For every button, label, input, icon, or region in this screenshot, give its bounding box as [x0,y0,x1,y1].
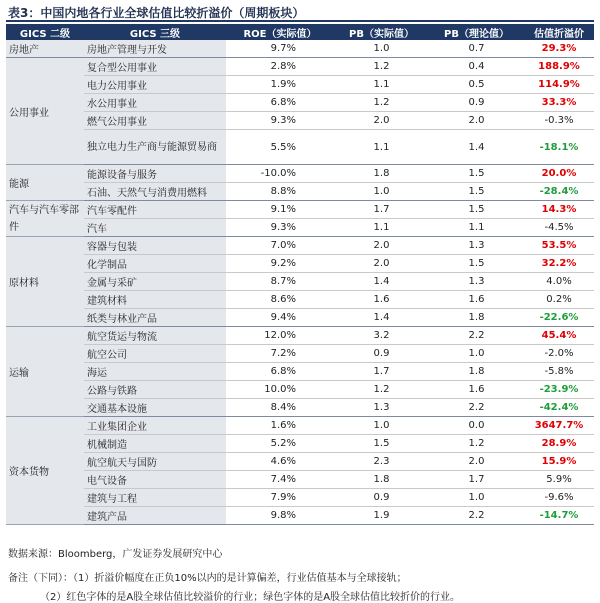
sector-cell: 汽车与汽车零部件 [6,201,84,237]
premium-cell: -42.4% [524,399,594,417]
pb-theory-cell: 1.3 [429,273,524,291]
industry-cell: 容器与包装 [84,237,226,255]
premium-cell: 20.0% [524,165,594,183]
table-row [6,309,594,327]
note-1: 备注（下同）：（1）折溢价幅度在正负10%以内的是计算偏差，行业估值基本与全球接轨； [8,573,407,584]
industry-cell: 房地产管理与开发 [84,40,226,58]
pb-theory-cell: 0.5 [429,76,524,94]
premium-cell: 53.5% [524,237,594,255]
industry-cell: 复合型公用事业 [84,58,226,76]
industry-cell: 燃气公用事业 [84,112,226,130]
premium-cell: 114.9% [524,76,594,94]
pb-actual-cell: 1.9 [334,507,429,525]
pb-actual-cell: 2.0 [334,255,429,273]
table-row [6,255,594,273]
roe-cell: 2.8% [226,58,334,76]
industry-cell: 航空货运与物流 [84,327,226,345]
roe-cell: 9.2% [226,255,334,273]
industry-cell: 海运 [84,363,226,381]
pb-theory-cell: 0.0 [429,417,524,435]
industry-cell: 建筑产品 [84,507,226,525]
industry-cell: 电力公用事业 [84,76,226,94]
roe-cell: 7.2% [226,345,334,363]
header-row [6,24,594,40]
pb-theory-cell: 1.8 [429,309,524,327]
pb-actual-cell: 1.0 [334,417,429,435]
title-rule [6,20,594,22]
premium-cell: -5.8% [524,363,594,381]
premium-cell: -14.7% [524,507,594,525]
roe-cell: 1.9% [226,76,334,94]
pb-actual-cell: 1.4 [334,273,429,291]
pb-actual-cell: 1.2 [334,58,429,76]
table-row [6,76,594,94]
premium-cell: -28.4% [524,183,594,201]
table-row [6,219,594,237]
roe-cell: 9.3% [226,219,334,237]
table-title: 表3：中国内地各行业全球估值比较折溢价（周期板块） [8,6,305,20]
table-row [6,345,594,363]
roe-cell: 9.3% [226,112,334,130]
pb-theory-cell: 1.2 [429,435,524,453]
premium-cell: 0.2% [524,291,594,309]
pb-theory-cell: 1.3 [429,237,524,255]
industry-cell: 石油、天然气与消费用燃料 [84,183,226,201]
data-source: 数据来源：Bloomberg，广发证券发展研究中心 [8,549,223,560]
col-header-premium: 估值折溢价 [524,24,594,40]
pb-theory-cell: 2.2 [429,507,524,525]
pb-theory-cell: 0.9 [429,94,524,112]
industry-cell: 能源设备与服务 [84,165,226,183]
roe-cell: 1.6% [226,417,334,435]
industry-cell: 汽车 [84,219,226,237]
roe-cell: 8.8% [226,183,334,201]
industry-cell: 水公用事业 [84,94,226,112]
table-row [6,94,594,112]
premium-cell: 14.3% [524,201,594,219]
sector-cell: 公用事业 [6,58,84,165]
premium-cell: -4.5% [524,219,594,237]
table-row [6,165,594,183]
roe-cell: 7.4% [226,471,334,489]
roe-cell: 9.4% [226,309,334,327]
roe-cell: 10.0% [226,381,334,399]
premium-cell: 4.0% [524,273,594,291]
table-row [6,112,594,130]
premium-cell: 33.3% [524,94,594,112]
table-row [6,399,594,417]
industry-cell: 化学制品 [84,255,226,273]
industry-cell: 工业集团企业 [84,417,226,435]
roe-cell: -10.0% [226,165,334,183]
premium-cell: 45.4% [524,327,594,345]
industry-cell: 纸类与林业产品 [84,309,226,327]
table-row [6,363,594,381]
table-body [6,40,594,525]
pb-actual-cell: 0.9 [334,489,429,507]
table-row [6,327,594,345]
pb-theory-cell: 2.2 [429,327,524,345]
premium-cell: -18.1% [524,130,594,165]
pb-actual-cell: 1.8 [334,471,429,489]
table-row [6,381,594,399]
industry-cell: 交通基本设施 [84,399,226,417]
premium-cell: -9.6% [524,489,594,507]
pb-theory-cell: 2.2 [429,399,524,417]
pb-theory-cell: 1.5 [429,183,524,201]
industry-cell: 公路与铁路 [84,381,226,399]
roe-cell: 8.7% [226,273,334,291]
pb-actual-cell: 1.8 [334,165,429,183]
premium-cell: -2.0% [524,345,594,363]
roe-cell: 9.8% [226,507,334,525]
premium-cell: 3647.7% [524,417,594,435]
pb-actual-cell: 1.2 [334,381,429,399]
roe-cell: 8.4% [226,399,334,417]
table-row [6,453,594,471]
industry-cell: 建筑材料 [84,291,226,309]
industry-cell: 汽车零配件 [84,201,226,219]
roe-cell: 5.2% [226,435,334,453]
pb-theory-cell: 1.5 [429,165,524,183]
pb-actual-cell: 1.3 [334,399,429,417]
pb-actual-cell: 2.3 [334,453,429,471]
pb-actual-cell: 0.9 [334,345,429,363]
sector-cell: 资本货物 [6,417,84,525]
pb-actual-cell: 1.7 [334,201,429,219]
table-row [6,40,594,58]
premium-cell: 5.9% [524,471,594,489]
pb-theory-cell: 1.7 [429,471,524,489]
pb-theory-cell: 2.0 [429,453,524,471]
table-row [6,417,594,435]
pb-actual-cell: 1.2 [334,94,429,112]
table-row [6,237,594,255]
premium-cell: -22.6% [524,309,594,327]
sector-cell: 能源 [6,165,84,201]
pb-theory-cell: 1.8 [429,363,524,381]
col-header-gics2: GICS 二级 [6,24,84,40]
industry-cell: 独立电力生产商与能源贸易商 [84,130,226,165]
table-row [6,130,594,165]
pb-actual-cell: 3.2 [334,327,429,345]
col-header-pb-theory: PB（理论值） [429,24,524,40]
table-row [6,489,594,507]
pb-theory-cell: 1.4 [429,130,524,165]
pb-actual-cell: 1.0 [334,40,429,58]
sector-cell: 原材料 [6,237,84,327]
roe-cell: 7.0% [226,237,334,255]
roe-cell: 6.8% [226,94,334,112]
pb-theory-cell: 1.0 [429,489,524,507]
premium-cell: 29.3% [524,40,594,58]
roe-cell: 6.8% [226,363,334,381]
pb-actual-cell: 1.1 [334,130,429,165]
roe-cell: 9.1% [226,201,334,219]
roe-cell: 5.5% [226,130,334,165]
pb-theory-cell: 1.6 [429,381,524,399]
pb-actual-cell: 1.6 [334,291,429,309]
col-header-roe: ROE（实际值） [226,24,334,40]
pb-theory-cell: 1.1 [429,219,524,237]
pb-theory-cell: 1.6 [429,291,524,309]
pb-theory-cell: 1.5 [429,255,524,273]
industry-cell: 建筑与工程 [84,489,226,507]
table-row [6,471,594,489]
sector-cell: 房地产 [6,40,84,58]
table-row [6,201,594,219]
table-row [6,507,594,525]
pb-theory-cell: 0.4 [429,58,524,76]
table-row [6,435,594,453]
industry-cell: 机械制造 [84,435,226,453]
pb-actual-cell: 2.0 [334,237,429,255]
premium-cell: 28.9% [524,435,594,453]
premium-cell: -0.3% [524,112,594,130]
table-row [6,273,594,291]
industry-cell: 航空航天与国防 [84,453,226,471]
roe-cell: 8.6% [226,291,334,309]
table-row [6,183,594,201]
pb-theory-cell: 2.0 [429,112,524,130]
industry-cell: 航空公司 [84,345,226,363]
premium-cell: 15.9% [524,453,594,471]
pb-actual-cell: 2.0 [334,112,429,130]
note-2: （2）红色字体的是A股全球估值比较溢价的行业；绿色字体的是A股全球估值比较折价的行业。 [40,592,461,603]
pb-theory-cell: 1.0 [429,345,524,363]
industry-cell: 金属与采矿 [84,273,226,291]
pb-actual-cell: 1.0 [334,183,429,201]
col-header-gics3: GICS 三级 [84,24,226,40]
pb-actual-cell: 1.1 [334,76,429,94]
table-row [6,58,594,76]
pb-actual-cell: 1.5 [334,435,429,453]
valuation-table [6,24,594,525]
pb-actual-cell: 1.7 [334,363,429,381]
industry-cell: 电气设备 [84,471,226,489]
premium-cell: 32.2% [524,255,594,273]
pb-actual-cell: 1.1 [334,219,429,237]
premium-cell: 188.9% [524,58,594,76]
sector-cell: 运输 [6,327,84,417]
roe-cell: 9.7% [226,40,334,58]
roe-cell: 4.6% [226,453,334,471]
col-header-pb-actual: PB（实际值） [334,24,429,40]
roe-cell: 12.0% [226,327,334,345]
roe-cell: 7.9% [226,489,334,507]
table-row [6,291,594,309]
premium-cell: -23.9% [524,381,594,399]
pb-actual-cell: 1.4 [334,309,429,327]
pb-theory-cell: 0.7 [429,40,524,58]
pb-theory-cell: 1.5 [429,201,524,219]
